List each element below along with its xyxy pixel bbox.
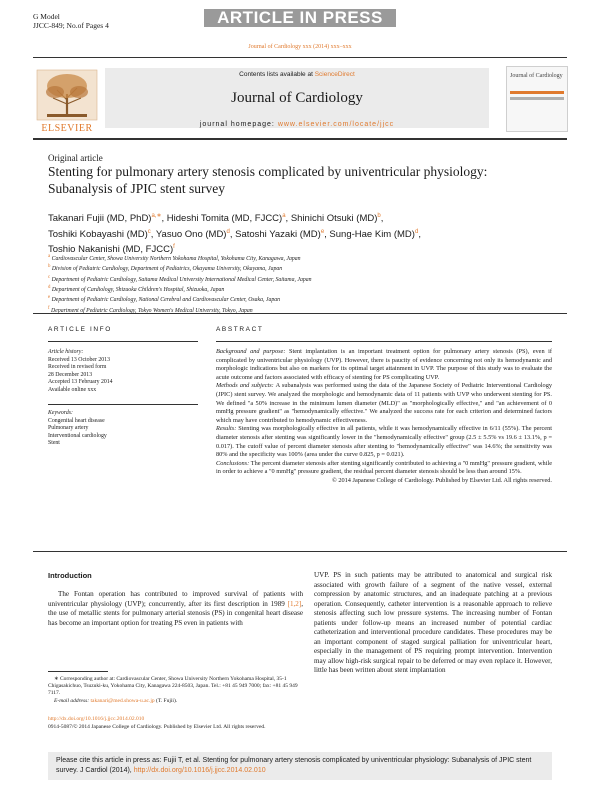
history-label: Article history: bbox=[48, 349, 84, 355]
abstract-conclusions bbox=[216, 460, 552, 477]
gmodel-label bbox=[33, 12, 109, 30]
contents-prefix: Contents lists available at bbox=[239, 71, 313, 78]
header-bottom-rule bbox=[33, 138, 567, 140]
homepage-label: journal homepage: bbox=[199, 121, 275, 128]
history-item: Received in revised form bbox=[48, 364, 107, 370]
introduction-heading: Introduction bbox=[48, 571, 92, 580]
author-affiliation-marker[interactable]: c bbox=[147, 228, 151, 235]
methods-text: A subanalysis was performed using the data of the Japanese Society of Pediatric Interventional Cardiology (JPIC) stent survey. We analyzed the morphologic and hemodynamic data of 11 patients with UVP who underwent stenting for PS. We defined "a 50% increase in the minimum lumen diameter (MLD)" as "morphologically effective," and "an achievement of 0 mmHg pressure gradient" as "hemodynamically effective." We analyzed the success rate for each criterion and determined factors which may have contributed to hemodynamic effectiveness. bbox=[216, 382, 552, 424]
abstract-heading: ABSTRACT bbox=[216, 326, 264, 333]
conclusions-text: The percent diameter stenosis after stenting significantly contributed to achieving a "0 mmHg" pressure gradient, while in order to achieve a "0 mmHg" pressure gradient, the residual percent diameter stenosis should be less than around 15%. bbox=[216, 459, 552, 476]
article-title: Stenting for pulmonary artery stenosis complicated by univentricular physiology: Subanalysis of JPIC stent survey bbox=[48, 164, 488, 196]
background-label: Background and purpose: bbox=[216, 348, 286, 355]
affiliation-marker: b bbox=[48, 264, 51, 270]
affiliation-marker: e bbox=[48, 295, 51, 301]
intro-paragraph-right: UVP. PS in such patients may be attributed to anatomical and surgical risk associated with growth failure of a segment of the native vessel, external compression by anatomic structures, and an inadequate patching at a previous operation. Consequently, catheter intervention is a reasonable approach to relieve stenosis affecting such low pressure systems. The increasing number of Fontan patients under follow-up means an increased number of potential cardiac catheterization and interventional procedure candidates. These procedures may be an important component of staged surgical palliation for univentricular heart, especially in the management of PS requiring prompt intervention. Intervention may allow high-risk surgical repair to be deferred or may even replace it. However, little has been written about stent implantation bbox=[314, 571, 552, 674]
history-item: Accepted 13 February 2014 bbox=[48, 379, 113, 385]
author-affiliation-marker[interactable]: a,∗ bbox=[151, 213, 162, 219]
methods-label: Methods and subjects: bbox=[216, 382, 274, 390]
conclusions-label: Conclusions: bbox=[216, 459, 250, 467]
journal-homepage bbox=[105, 121, 489, 128]
results-label: Results: bbox=[216, 425, 237, 433]
keyword-item: Pulmonary artery bbox=[48, 425, 89, 431]
gmodel-pages: JJCC-849; No.of Pages 4 bbox=[33, 21, 109, 30]
affiliation-marker: d bbox=[48, 284, 51, 290]
affiliation-marker: c bbox=[48, 274, 51, 280]
author-name: Takanari Fujii (MD, PhD) bbox=[48, 213, 152, 225]
article-info-rule bbox=[48, 341, 198, 342]
citation-doi-link[interactable]: http://dx.doi.org/10.1016/j.jjcc.2014.02.010 bbox=[133, 767, 266, 774]
author-name: , bbox=[418, 228, 421, 240]
doi-link[interactable]: http://dx.doi.org/10.1016/j.jjcc.2014.02.010 bbox=[48, 716, 145, 722]
affiliation-text: Department of Cardiology, Shizuoka Children's Hospital, Shizuoka, Japan bbox=[50, 286, 225, 293]
abstract-methods bbox=[216, 382, 552, 425]
affiliation-item bbox=[48, 253, 548, 263]
author-name: Toshiki Kobayashi (MD) bbox=[48, 228, 148, 240]
author-name: Toshio Nakanishi (MD, FJCC) bbox=[48, 244, 174, 256]
abstract-copyright: © 2014 Japanese College of Cardiology. Published by Elsevier Ltd. All rights reserved. bbox=[331, 476, 552, 484]
author-line-2 bbox=[48, 226, 548, 242]
author-affiliation-marker[interactable]: a bbox=[282, 213, 286, 219]
article-type: Original article bbox=[48, 153, 103, 163]
article-info-heading: ARTICLE INFO bbox=[48, 326, 112, 333]
issn-line: 0914-5087/© 2014 Japanese College of Cardiology. Published by Elsevier Ltd. All rights reserved. bbox=[48, 724, 266, 730]
keywords-list bbox=[48, 418, 198, 448]
author-affiliation-marker[interactable]: d bbox=[414, 228, 419, 235]
footnote-rule bbox=[48, 671, 108, 672]
journal-name: Journal of Cardiology bbox=[231, 90, 363, 106]
top-rule bbox=[33, 57, 567, 58]
elsevier-tree-logo bbox=[33, 68, 101, 130]
affiliation-marker: a bbox=[48, 254, 51, 259]
abstract-body bbox=[216, 348, 552, 486]
author-line-1 bbox=[48, 210, 548, 226]
results-text: Stenting was morphologically effective in all patients, while it was hemodynamically effective in 6/11 (55%). The percent diameter stenosis after stenting was significantly lower in the "hemodynamically effective" group (2.5 ± 5.5% vs 19.6 ± 13.1%, p = 0.017). The cutoff value of percent diameter stenosis after stenting to "hemodynamically effective" was 14.6%; the sensitivity was 80% and the specificity was 100% (area under the curve 0.825, p = 0.021). bbox=[216, 425, 552, 459]
email-suffix: (T. Fujii). bbox=[154, 698, 178, 704]
affiliation-text: Department of Pediatric Cardiology, Tokyo Women's Medical University, Tokyo, Japan bbox=[49, 307, 253, 314]
affiliation-item bbox=[48, 284, 548, 294]
abstract-results bbox=[216, 425, 552, 459]
body-top-rule bbox=[33, 551, 567, 552]
cover-title: Journal of Cardiology bbox=[510, 73, 563, 79]
affiliation-list bbox=[48, 253, 548, 315]
publisher-name: ELSEVIER bbox=[41, 123, 93, 134]
homepage-link[interactable]: www.elsevier.com/locate/jjcc bbox=[277, 121, 395, 128]
author-name: , Yasuo Ono (MD) bbox=[150, 228, 227, 240]
contents-line bbox=[105, 71, 489, 78]
abstract-rule bbox=[216, 341, 552, 342]
keywords-label: Keywords: bbox=[48, 410, 73, 416]
affiliation-item bbox=[48, 274, 548, 284]
author-list bbox=[48, 210, 548, 257]
cover-stripe-gray bbox=[510, 97, 564, 100]
author-name: , Shinichi Otsuki (MD) bbox=[285, 213, 378, 225]
gmodel-text: G Model bbox=[33, 12, 60, 21]
author-name: , Sung-Hae Kim (MD) bbox=[324, 228, 415, 240]
intro-text-a: The Fontan operation has contributed to improved survival of patients with univentricular physiology (UVP); concurrently, after its first description in 1989 bbox=[48, 590, 303, 608]
author-affiliation-marker[interactable]: b bbox=[377, 213, 381, 219]
affiliation-item bbox=[48, 294, 548, 304]
corresponding-author-note: ∗ Corresponding author at: Cardiovascular Center, Showa University Northern Yokohama Hospital, 35-1 Chigasakichuo, Tsuzuki-ku, Yokohama City, Kanagawa 224-8503, Japan. Tel.: +81 45 949 7000; fax: +81 45 949 7117. bbox=[48, 676, 298, 696]
author-affiliation-marker[interactable]: d bbox=[226, 228, 230, 235]
affiliation-text: Department of Pediatric Cardiology, National Cerebral and Cardiovascular Center, Osaka, Japan bbox=[50, 297, 281, 304]
background-text: Stent implantation is an important treatment option for pulmonary artery stenosis (PS), even if complicated by univentricular physiology (UVP). However, there is paucity of evidence concerning not only its hemodynamic and morphologic indications but also on markers for its optimal target attainment in UVP. The purpose of this study was to evaluate the acute outcome and factors associated with efficacy of stenting for PS complicating UVP. bbox=[216, 348, 552, 381]
affiliation-item bbox=[48, 263, 548, 273]
affiliation-text: Cardiovascular Center, Showa University Northern Yokohama Hospital, Yokohama City, Kanagawa, Japan bbox=[50, 255, 301, 262]
citation-prefix: Please cite this article in press as: Fujii T, et al. Stenting for pulmonary artery stenosis complicated by univentricular physiology: Subanalysis of JPIC stent survey. J Cardiol (2014), bbox=[56, 757, 532, 774]
author-name: , Satoshi Yazaki (MD) bbox=[229, 228, 321, 240]
affiliation-text: Division of Pediatric Cardiology, Department of Pediatrics, Okayama University, Okayama, Japan bbox=[50, 266, 283, 273]
keyword-item: Stent bbox=[48, 440, 60, 446]
keywords-block bbox=[48, 410, 198, 448]
intro-text-b: , the use of metallic stents for pulmonary arterial stenosis (PS) in congenital heart disease has become an important option for treating PS even in patients with bbox=[48, 599, 303, 627]
affiliation-marker: f bbox=[48, 305, 50, 311]
keywords-rule bbox=[48, 404, 198, 405]
sciencedirect-link[interactable]: ScienceDirect bbox=[314, 71, 355, 78]
cover-stripe bbox=[510, 91, 564, 94]
author-affiliation-marker[interactable]: f bbox=[173, 244, 175, 251]
reference-link[interactable]: [1,2] bbox=[287, 599, 302, 608]
abstract-background bbox=[216, 348, 552, 382]
keyword-item: Interventional cardiology bbox=[48, 432, 107, 439]
info-top-rule bbox=[33, 313, 567, 314]
author-name: , bbox=[380, 213, 384, 225]
history-list bbox=[48, 357, 198, 395]
author-affiliation-marker[interactable]: e bbox=[320, 228, 325, 235]
history-item: Available online xxx bbox=[48, 386, 97, 393]
keyword-item: Congenital heart disease bbox=[48, 417, 105, 424]
journal-cover-thumbnail bbox=[506, 66, 568, 132]
citation-text bbox=[56, 756, 546, 776]
intro-paragraph-left bbox=[48, 590, 303, 628]
history-item: Received 13 October 2013 bbox=[48, 356, 110, 363]
history-item: 28 December 2013 bbox=[48, 371, 93, 378]
affiliation-text: Department of Pediatric Cardiology, Saitama Medical University International Medical Center, Saitama, Japan bbox=[50, 276, 312, 283]
journal-citation-line[interactable]: Journal of Cardiology xxx (2014) xxx–xxx bbox=[248, 44, 352, 50]
email-link[interactable]: takanari@med.showa-u.ac.jp bbox=[90, 698, 155, 704]
email-label: E-mail address: bbox=[54, 698, 90, 704]
author-name: , Hideshi Tomita (MD, FJCC) bbox=[161, 213, 283, 225]
article-history bbox=[48, 349, 198, 394]
email-note bbox=[48, 698, 309, 705]
article-in-press-banner: ARTICLE IN PRESS bbox=[204, 9, 396, 27]
